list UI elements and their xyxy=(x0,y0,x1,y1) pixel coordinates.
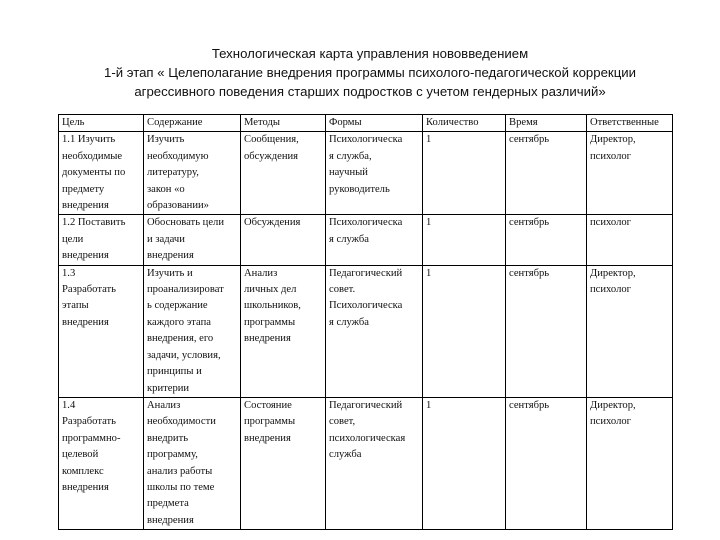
cell-quantity: 1 xyxy=(423,397,506,529)
cell-methods: Состояние программы внедрения xyxy=(241,397,326,529)
header-time: Время xyxy=(506,115,587,132)
header-methods: Методы xyxy=(241,115,326,132)
cell-content: Изучить и проанализироват ь содержание каждого этапа внедрения, его задачи, условия, принципы и критерии xyxy=(144,265,241,397)
cell-methods: Обсуждения xyxy=(241,215,326,265)
cell-responsible: Директор, психолог xyxy=(587,265,673,397)
cell-forms: Психологическа я служба, научный руководитель xyxy=(326,132,423,215)
cell-methods: Анализ личных дел школьников, программы внедрения xyxy=(241,265,326,397)
cell-quantity: 1 xyxy=(423,215,506,265)
title-line-3: агрессивного поведения старших подростков с учетом гендерных различий» xyxy=(134,84,606,99)
header-responsible: Ответственные xyxy=(587,115,673,132)
cell-responsible: Директор, психолог xyxy=(587,132,673,215)
cell-content: Обосновать цели и задачи внедрения xyxy=(144,215,241,265)
cell-content: Изучить необходимую литературу, закон «о образовании» xyxy=(144,132,241,215)
title-line-2: 1-й этап « Целеполагание внедрения программы психолого-педагогической коррекции xyxy=(104,65,636,80)
title-line-1: Технологическая карта управления нововведением xyxy=(211,46,529,61)
header-forms: Формы xyxy=(326,115,423,132)
table-header-row xyxy=(59,115,673,132)
cell-goal: 1.2 Поставить цели внедрения xyxy=(59,215,144,265)
cell-responsible: Директор, психолог xyxy=(587,397,673,529)
cell-time: сентябрь xyxy=(506,265,587,397)
cell-time: сентябрь xyxy=(506,215,587,265)
cell-methods: Сообщения, обсуждения xyxy=(241,132,326,215)
cell-time: сентябрь xyxy=(506,132,587,215)
cell-content: Анализ необходимости внедрить программу, анализ работы школы по теме предмета внедрения xyxy=(144,397,241,529)
cell-quantity: 1 xyxy=(423,265,506,397)
cell-time: сентябрь xyxy=(506,397,587,529)
header-quantity: Количество xyxy=(423,115,506,132)
cell-quantity: 1 xyxy=(423,132,506,215)
cell-forms: Педагогический совет. Психологическа я служба xyxy=(326,265,423,397)
cell-forms: Педагогический совет, психологическая служба xyxy=(326,397,423,529)
cell-forms: Психологическа я служба xyxy=(326,215,423,265)
table-row xyxy=(59,132,673,215)
document-title xyxy=(60,44,680,101)
table-row xyxy=(59,397,673,529)
technology-map-table xyxy=(58,114,673,530)
cell-goal: 1.4 Разработать программно- целевой комплекс внедрения xyxy=(59,397,144,529)
table-row xyxy=(59,265,673,397)
header-content: Содержание xyxy=(144,115,241,132)
table-row xyxy=(59,215,673,265)
header-goal: Цель xyxy=(59,115,144,132)
cell-goal: 1.3 Разработать этапы внедрения xyxy=(59,265,144,397)
cell-goal: 1.1 Изучить необходимые документы по предмету внедрения xyxy=(59,132,144,215)
cell-responsible: психолог xyxy=(587,215,673,265)
